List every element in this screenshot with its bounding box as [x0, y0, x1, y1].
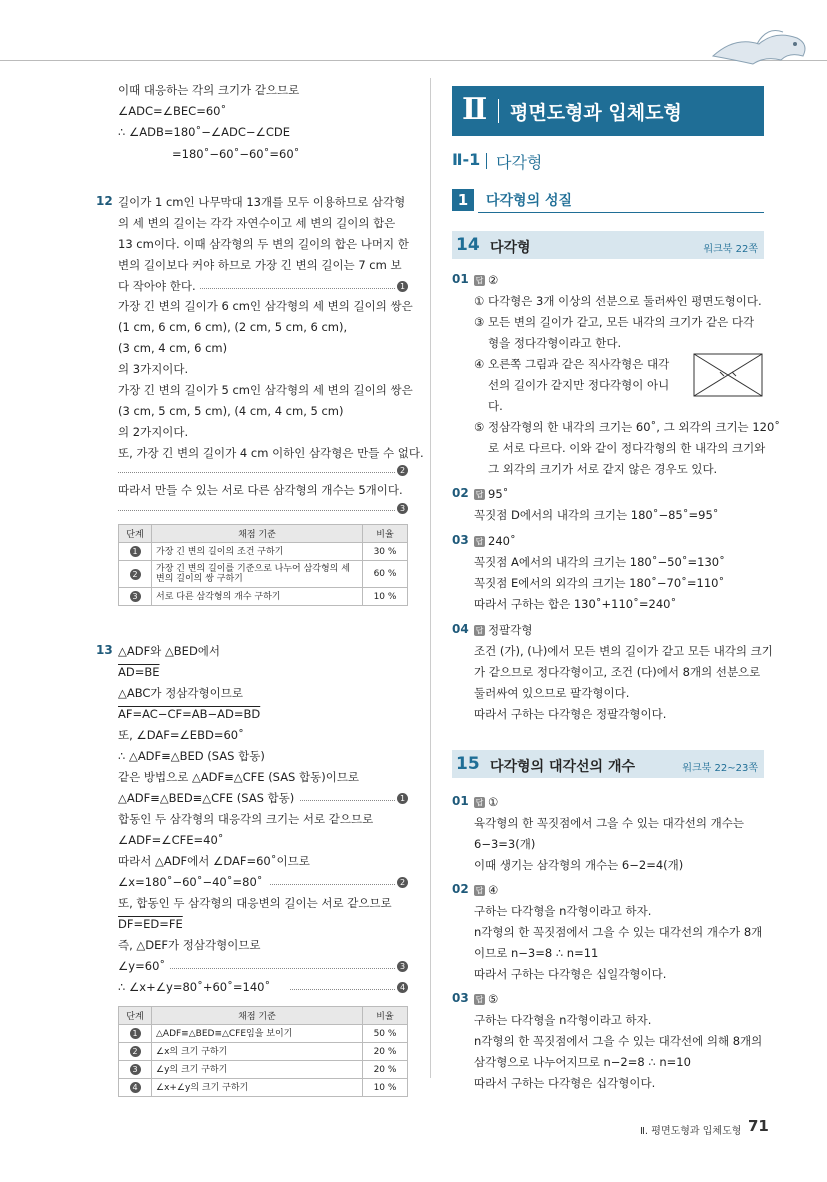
answer: 240˚ [488, 534, 516, 548]
text-line: 이므로 n−3=8 ∴ n=11 [474, 946, 599, 960]
workbook-ref: 워크북 22~23쪽 [682, 763, 758, 774]
topic-number: 15 [456, 754, 480, 774]
item-number: 02 [452, 486, 469, 500]
section-number: Ⅱ-1 [452, 150, 481, 169]
answer-mark: 답 [475, 537, 484, 546]
table-cell: 20 % [363, 1043, 408, 1061]
text-line: ⑤ 정삼각형의 한 내각의 크기는 60˚, 그 외각의 크기는 120˚ [474, 420, 781, 434]
text-line: 이때 생기는 삼각형의 개수는 6−2=4(개) [474, 858, 684, 872]
text-line: 즉, △DEF가 정삼각형이므로 [118, 938, 261, 952]
text-line: AD=BE [118, 665, 160, 679]
answer-line [474, 991, 498, 1007]
table-row [119, 1025, 408, 1043]
text-line: 다. [488, 399, 503, 413]
text-line: 육각형의 한 꼭짓점에서 그을 수 있는 대각선의 개수는 [474, 816, 744, 830]
text-line: 의 세 변의 길이는 각각 자연수이고 세 변의 길이의 합은 [118, 216, 396, 230]
rectangle-diagram [692, 352, 764, 398]
answer-mark: 답 [475, 490, 484, 499]
text-line: ∠x=180˚−60˚−40˚=80˚ [118, 875, 263, 889]
step-marker: 3 [130, 1064, 141, 1075]
dotted-leader [118, 472, 395, 473]
question-number: 13 [96, 643, 113, 657]
text-line: ∴ △ADF≡△BED (SAS 합동) [118, 749, 265, 763]
answer-mark: 답 [475, 886, 484, 895]
text-line: 의 2가지이다. [118, 425, 189, 439]
text-line: n각형의 한 꼭짓점에서 그을 수 있는 대각선에 의해 8개의 [474, 1034, 763, 1048]
scoring-table [118, 524, 408, 606]
item-number: 02 [452, 882, 469, 896]
section-divider [486, 153, 487, 169]
text-line: 둘러싸여 있으므로 팔각형이다. [474, 686, 630, 700]
chapter-title: 평면도형과 입체도형 [510, 102, 682, 124]
table-cell: 30 % [363, 543, 408, 561]
text-line: 따라서 △ADF에서 ∠DAF=60˚이므로 [118, 854, 310, 868]
step-marker: 1 [130, 546, 141, 557]
answer: ① [488, 795, 499, 809]
table-row [119, 561, 408, 588]
topic-number: 14 [456, 235, 480, 255]
table-header: 채점 기준 [152, 1007, 363, 1025]
step-2-marker: 2 [397, 877, 408, 888]
table-cell: 가장 긴 변의 길이를 기준으로 나누어 삼각형의 세 변의 길이의 쌍 구하기 [152, 561, 363, 588]
item-number: 01 [452, 272, 469, 286]
item-number: 03 [452, 533, 469, 547]
table-header: 채점 기준 [152, 525, 363, 543]
step-marker: 4 [130, 1082, 141, 1093]
answer-line [474, 533, 516, 549]
text-line: 가장 긴 변의 길이가 6 cm인 삼각형의 세 변의 길이의 쌍은 [118, 299, 413, 313]
text-line: AF=AC−CF=AB−AD=BD [118, 707, 261, 721]
text-line: 길이가 1 cm인 나무막대 13개를 모두 이용하므로 삼각형 [118, 195, 406, 209]
item-number: 01 [452, 794, 469, 808]
answer-line [474, 794, 498, 810]
page-number: 71 [748, 1117, 769, 1135]
text-line: 6−3=3(개) [474, 837, 536, 851]
table-cell: ∠x의 크기 구하기 [152, 1043, 363, 1061]
text-line: 합동인 두 삼각형의 대응각의 크기는 서로 같으므로 [118, 812, 374, 826]
answer: ⑤ [488, 992, 499, 1006]
text-line: △ADF≡△BED≡△CFE (SAS 합동) [118, 791, 295, 805]
text-line: n각형의 한 꼭짓점에서 그을 수 있는 대각선의 개수가 8개 [474, 925, 763, 939]
answer-mark: 답 [475, 276, 484, 285]
text-line: (3 cm, 4 cm, 6 cm) [118, 341, 228, 355]
table-header: 단계 [119, 1007, 152, 1025]
text-line: 조건 (가), (나)에서 모든 변의 길이가 같고 모든 내각의 크기 [474, 644, 773, 658]
text-line: ④ 오른쪽 그림과 같은 직사각형은 대각 [474, 357, 670, 371]
unit-rule [478, 212, 764, 213]
step-marker: 2 [130, 569, 141, 580]
text-line: 구하는 다각형을 n각형이라고 하자. [474, 904, 652, 918]
table-header: 비율 [363, 525, 408, 543]
text-line: =180˚−60˚−60˚=60˚ [172, 147, 300, 161]
table-cell: 10 % [363, 1079, 408, 1097]
chapter-roman: Ⅱ [462, 92, 488, 127]
text-line: △ADF와 △BED에서 [118, 644, 221, 658]
text-line: 꼭짓점 D에서의 내각의 크기는 180˚−85˚=95˚ [474, 508, 719, 522]
step-1-marker: 1 [397, 281, 408, 292]
header-rule [0, 60, 827, 61]
text-line: 따라서 구하는 다각형은 십각형이다. [474, 1076, 656, 1090]
dotted-leader [270, 884, 395, 885]
topic-bar [452, 231, 764, 259]
answer-mark: 답 [475, 995, 484, 1004]
question-number: 12 [96, 194, 113, 208]
answer-mark: 답 [475, 798, 484, 807]
step-marker: 2 [130, 1046, 141, 1057]
dotted-leader [118, 510, 395, 511]
text-line: ① 다각형은 3개 이상의 선분으로 둘러싸인 평면도형이다. [474, 294, 762, 308]
table-header: 단계 [119, 525, 152, 543]
chapter-banner [452, 86, 764, 136]
topic-title: 다각형의 대각선의 개수 [490, 759, 635, 775]
step-marker: 1 [130, 1028, 141, 1039]
answer: 95˚ [488, 487, 509, 501]
step-4-marker: 4 [397, 982, 408, 993]
text-line: 가 같으므로 정다각형이고, 조건 (다)에서 8개의 선분으로 [474, 665, 761, 679]
text-line: 형을 정다각형이라고 한다. [488, 336, 622, 350]
text-line: ∴ ∠ADB=180˚−∠ADC−∠CDE [118, 125, 291, 139]
text-line: 또, 가장 긴 변의 길이가 4 cm 이하인 삼각형은 만들 수 없다. [118, 446, 424, 460]
answer: ④ [488, 883, 499, 897]
step-2-marker: 2 [397, 465, 408, 476]
table-row [119, 1043, 408, 1061]
table-cell: 60 % [363, 561, 408, 588]
unit-number: 1 [452, 189, 474, 211]
dotted-leader [200, 288, 395, 289]
text-line: DF=ED=FE [118, 917, 183, 931]
item-number: 03 [452, 991, 469, 1005]
dragon-icon [705, 22, 815, 72]
table-row [119, 1079, 408, 1097]
answer: 정팔각형 [488, 623, 533, 637]
dotted-leader [170, 968, 395, 969]
topic-bar [452, 750, 764, 778]
dotted-leader [290, 989, 395, 990]
text-line: 선의 길이가 같지만 정다각형이 아니 [488, 378, 670, 392]
text-line: 따라서 구하는 합은 130˚+110˚=240˚ [474, 597, 677, 611]
text-line: 가장 긴 변의 길이가 5 cm인 삼각형의 세 변의 길이의 쌍은 [118, 383, 413, 397]
topic-title: 다각형 [490, 240, 531, 256]
table-cell: △ADF≡△BED≡△CFE임을 보이기 [152, 1025, 363, 1043]
step-3-marker: 3 [397, 961, 408, 972]
table-row [119, 543, 408, 561]
answer-line [474, 882, 498, 898]
text-line: 그 외각의 크기가 서로 같지 않은 경우도 있다. [488, 462, 718, 476]
table-cell: 가장 긴 변의 길이의 조건 구하기 [152, 543, 363, 561]
text-line: 13 cm이다. 이때 삼각형의 두 변의 길이의 합은 나머지 한 [118, 237, 409, 251]
table-cell: 서로 다른 삼각형의 개수 구하기 [152, 588, 363, 606]
table-cell: ∠x+∠y의 크기 구하기 [152, 1079, 363, 1097]
unit-title: 다각형의 성질 [486, 193, 573, 209]
footer-chapter: Ⅱ. 평면도형과 입체도형 [640, 1126, 742, 1137]
text-line: 삼각형으로 나누어지므로 n−2=8 ∴ n=10 [474, 1055, 691, 1069]
text-line: ∠y=60˚ [118, 959, 166, 973]
scoring-table [118, 1006, 408, 1097]
text-line: 로 서로 다르다. 이와 같이 정다각형의 한 내각의 크기와 [488, 441, 766, 455]
answer: ② [488, 273, 499, 287]
table-cell: 10 % [363, 588, 408, 606]
text-line: (3 cm, 5 cm, 5 cm), (4 cm, 4 cm, 5 cm) [118, 404, 344, 418]
text-line: 또, ∠DAF=∠EBD=60˚ [118, 728, 244, 742]
table-row [119, 1061, 408, 1079]
text-line: △ABC가 정삼각형이므로 [118, 686, 243, 700]
workbook-ref: 워크북 22쪽 [703, 244, 758, 255]
table-row [119, 588, 408, 606]
step-1-marker: 1 [397, 793, 408, 804]
banner-divider [498, 99, 499, 123]
text-line: 의 3가지이다. [118, 362, 189, 376]
column-divider [430, 78, 431, 1078]
section-title: 다각형 [496, 153, 543, 172]
text-line: (1 cm, 6 cm, 6 cm), (2 cm, 5 cm, 6 cm), [118, 320, 348, 334]
text-line: ∠ADC=∠BEC=60˚ [118, 104, 227, 118]
text-line: ∴ ∠x+∠y=80˚+60˚=140˚ [118, 980, 271, 994]
step-marker: 3 [130, 591, 141, 602]
text-line: 또, 합동인 두 삼각형의 대응변의 길이는 서로 같으므로 [118, 896, 392, 910]
step-3-marker: 3 [397, 503, 408, 514]
table-cell: ∠y의 크기 구하기 [152, 1061, 363, 1079]
text-line: 같은 방법으로 △ADF≡△CFE (SAS 합동)이므로 [118, 770, 360, 784]
dotted-leader [300, 800, 395, 801]
text-line: 구하는 다각형을 n각형이라고 하자. [474, 1013, 652, 1027]
answer-line [474, 272, 498, 288]
answer-line [474, 486, 508, 502]
answer-mark: 답 [475, 626, 484, 635]
item-number: 04 [452, 622, 469, 636]
text-line: 꼭짓점 E에서의 외각의 크기는 180˚−70˚=110˚ [474, 576, 725, 590]
table-cell: 50 % [363, 1025, 408, 1043]
text-line: 변의 길이보다 커야 하므로 가장 긴 변의 길이는 7 cm 보 [118, 258, 402, 272]
text-line: 따라서 구하는 다각형은 정팔각형이다. [474, 707, 667, 721]
table-header: 비율 [363, 1007, 408, 1025]
answer-line [474, 622, 532, 638]
text-line: ③ 모든 변의 길이가 같고, 모든 내각의 크기가 같은 다각 [474, 315, 755, 329]
text-line: 따라서 만들 수 있는 서로 다른 삼각형의 개수는 5개이다. [118, 483, 403, 497]
text-line: 꼭짓점 A에서의 내각의 크기는 180˚−50˚=130˚ [474, 555, 725, 569]
text-line: 다 작아야 한다. [118, 279, 196, 293]
text-line: 따라서 구하는 다각형은 십일각형이다. [474, 967, 667, 981]
table-cell: 20 % [363, 1061, 408, 1079]
text-line: 이때 대응하는 각의 크기가 같으므로 [118, 83, 300, 97]
text-line: ∠ADF=∠CFE=40˚ [118, 833, 224, 847]
